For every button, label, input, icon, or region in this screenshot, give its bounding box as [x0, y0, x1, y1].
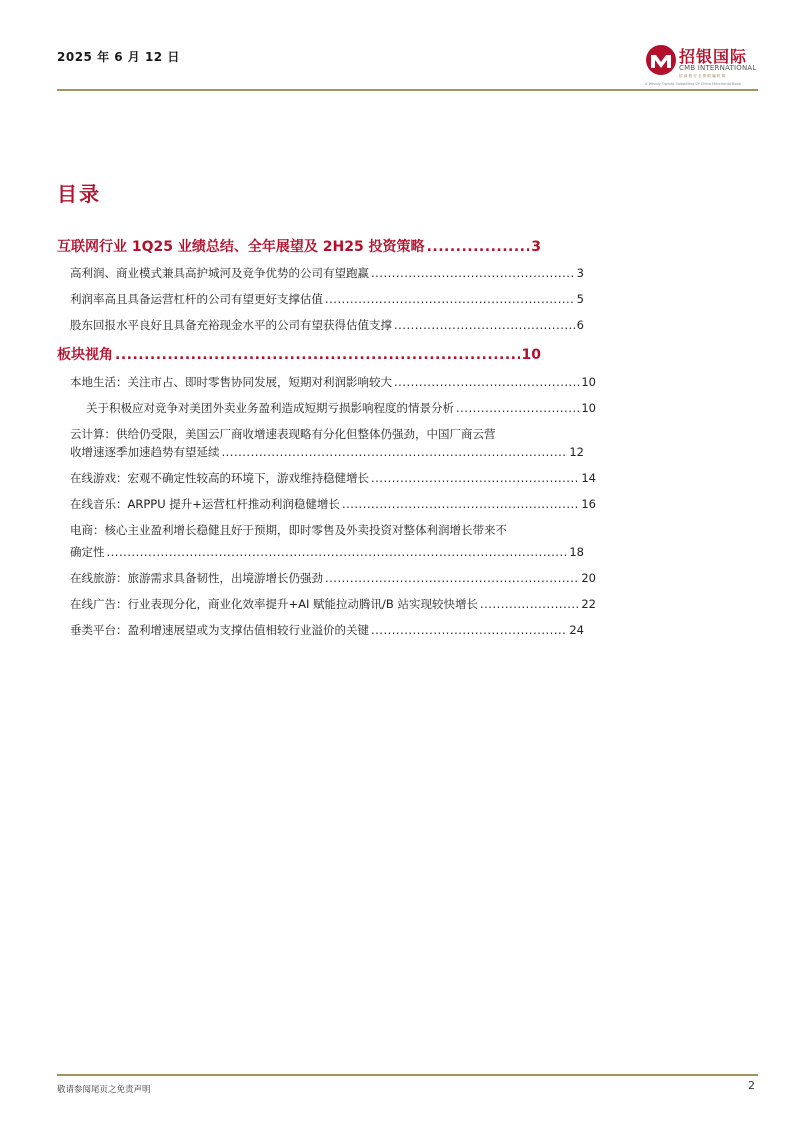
toc-leader: [342, 497, 579, 511]
toc-page-number: 10: [581, 401, 596, 415]
toc-leader: [371, 471, 579, 485]
logo-subtitle-en: A Wholly Owned Subsidiary Of China Merchants Bank: [645, 82, 742, 86]
toc-item[interactable]: [70, 265, 584, 281]
toc-item-line-1[interactable]: 云计算：供给仍受限，美国云厂商收增速表现略有分化但整体仍强劲，中国厂商云营: [70, 427, 496, 441]
toc-item-title: 在线音乐：ARPPU 提升+运营杠杆推动利润稳健增长: [70, 497, 340, 511]
toc-item-title: 在线旅游：旅游需求具备韧性，出境游增长仍强劲: [70, 571, 323, 585]
toc-leader: [325, 571, 579, 585]
toc-section-1[interactable]: [57, 236, 541, 256]
footer-disclaimer: 敬请参阅尾页之免责声明: [57, 1085, 151, 1095]
toc-page-number: 12: [569, 445, 584, 459]
toc-item[interactable]: [70, 317, 584, 333]
footer-divider: [57, 1074, 758, 1076]
company-logo: [645, 44, 761, 88]
toc-item-title: 确定性: [70, 545, 105, 559]
logo-english-name: CMB INTERNATIONAL: [679, 64, 757, 72]
toc-leader: [394, 318, 575, 332]
toc-item-title: 关于积极应对竞争对美团外卖业务盈利造成短期亏损影响程度的情景分析: [86, 401, 454, 415]
toc-item-title: 收增速逐季加速趋势有望延续: [70, 445, 220, 459]
toc-page-number: 18: [569, 545, 584, 559]
toc-page-number: 10: [521, 347, 541, 363]
toc-item[interactable]: [70, 570, 596, 586]
toc-leader: [371, 266, 575, 280]
toc-item[interactable]: [70, 622, 584, 638]
toc-leader: [107, 545, 568, 559]
toc-page-number: 5: [576, 292, 584, 306]
toc-page-number: 20: [581, 571, 596, 585]
logo-subtitle: 招 商 银 行 全 资 附 属 机 构: [679, 74, 726, 78]
toc-leader: [325, 292, 575, 306]
logo-chinese-name: 招银国际: [679, 47, 748, 66]
toc-leader: [456, 401, 579, 415]
toc-item-line-1[interactable]: 电商：核心主业盈利增长稳健且好于预期，即时零售及外卖投资对整体利润增长带来不: [70, 523, 507, 537]
toc-item-title: 垂类平台：盈利增速展望或为支撑估值相较行业溢价的关键: [70, 623, 369, 637]
toc-section-title: 板块视角: [57, 347, 113, 363]
toc-leader: [115, 347, 520, 363]
toc-item-title: 利润率高且具备运营杠杆的公司有望更好支撑估值: [70, 292, 323, 306]
toc-page-number: 24: [569, 623, 584, 637]
toc-subitem[interactable]: [86, 400, 596, 416]
toc-item-title: 本地生活：关注市占、即时零售协同发展，短期对利润影响较大: [70, 375, 392, 389]
header-divider: [57, 89, 758, 91]
cmb-logo-icon: [645, 44, 677, 78]
toc-item-title: 高利润、商业模式兼具高护城河及竞争优势的公司有望跑赢: [70, 266, 369, 280]
toc-page-number: 10: [581, 375, 596, 389]
toc-page-number: 22: [581, 597, 596, 611]
toc-leader: [427, 239, 530, 255]
toc-page-number: 3: [576, 266, 584, 280]
toc-item-title: 股东回报水平良好且具备充裕现金水平的公司有望获得估值支撑: [70, 318, 392, 332]
toc-leader: [480, 597, 579, 611]
page-number: 2: [748, 1079, 755, 1092]
toc-item[interactable]: [70, 544, 584, 560]
toc-item[interactable]: [70, 596, 596, 612]
toc-heading: 目录: [57, 182, 101, 206]
toc-item-title: 在线游戏：宏观不确定性较高的环境下，游戏维持稳健增长: [70, 471, 369, 485]
toc-leader: [394, 375, 579, 389]
toc-page-number: 6: [576, 318, 584, 332]
report-date: 2025 年 6 月 12 日: [57, 50, 180, 64]
toc-page-number: 16: [581, 497, 596, 511]
toc-section-title: 互联网行业 1Q25 业绩总结、全年展望及 2H25 投资策略: [57, 239, 425, 255]
toc-item[interactable]: [70, 470, 596, 486]
toc-item[interactable]: [70, 496, 596, 512]
toc-item[interactable]: [70, 374, 596, 390]
toc-leader: [371, 623, 567, 637]
toc-section-2[interactable]: [57, 344, 541, 364]
toc-leader: [222, 445, 568, 459]
toc-page-number: 3: [531, 239, 541, 255]
toc-item[interactable]: [70, 444, 584, 460]
toc-item[interactable]: [70, 291, 584, 307]
toc-page-number: 14: [581, 471, 596, 485]
toc-item-title: 在线广告：行业表现分化，商业化效率提升+AI 赋能拉动腾讯/B 站实现较快增长: [70, 597, 478, 611]
